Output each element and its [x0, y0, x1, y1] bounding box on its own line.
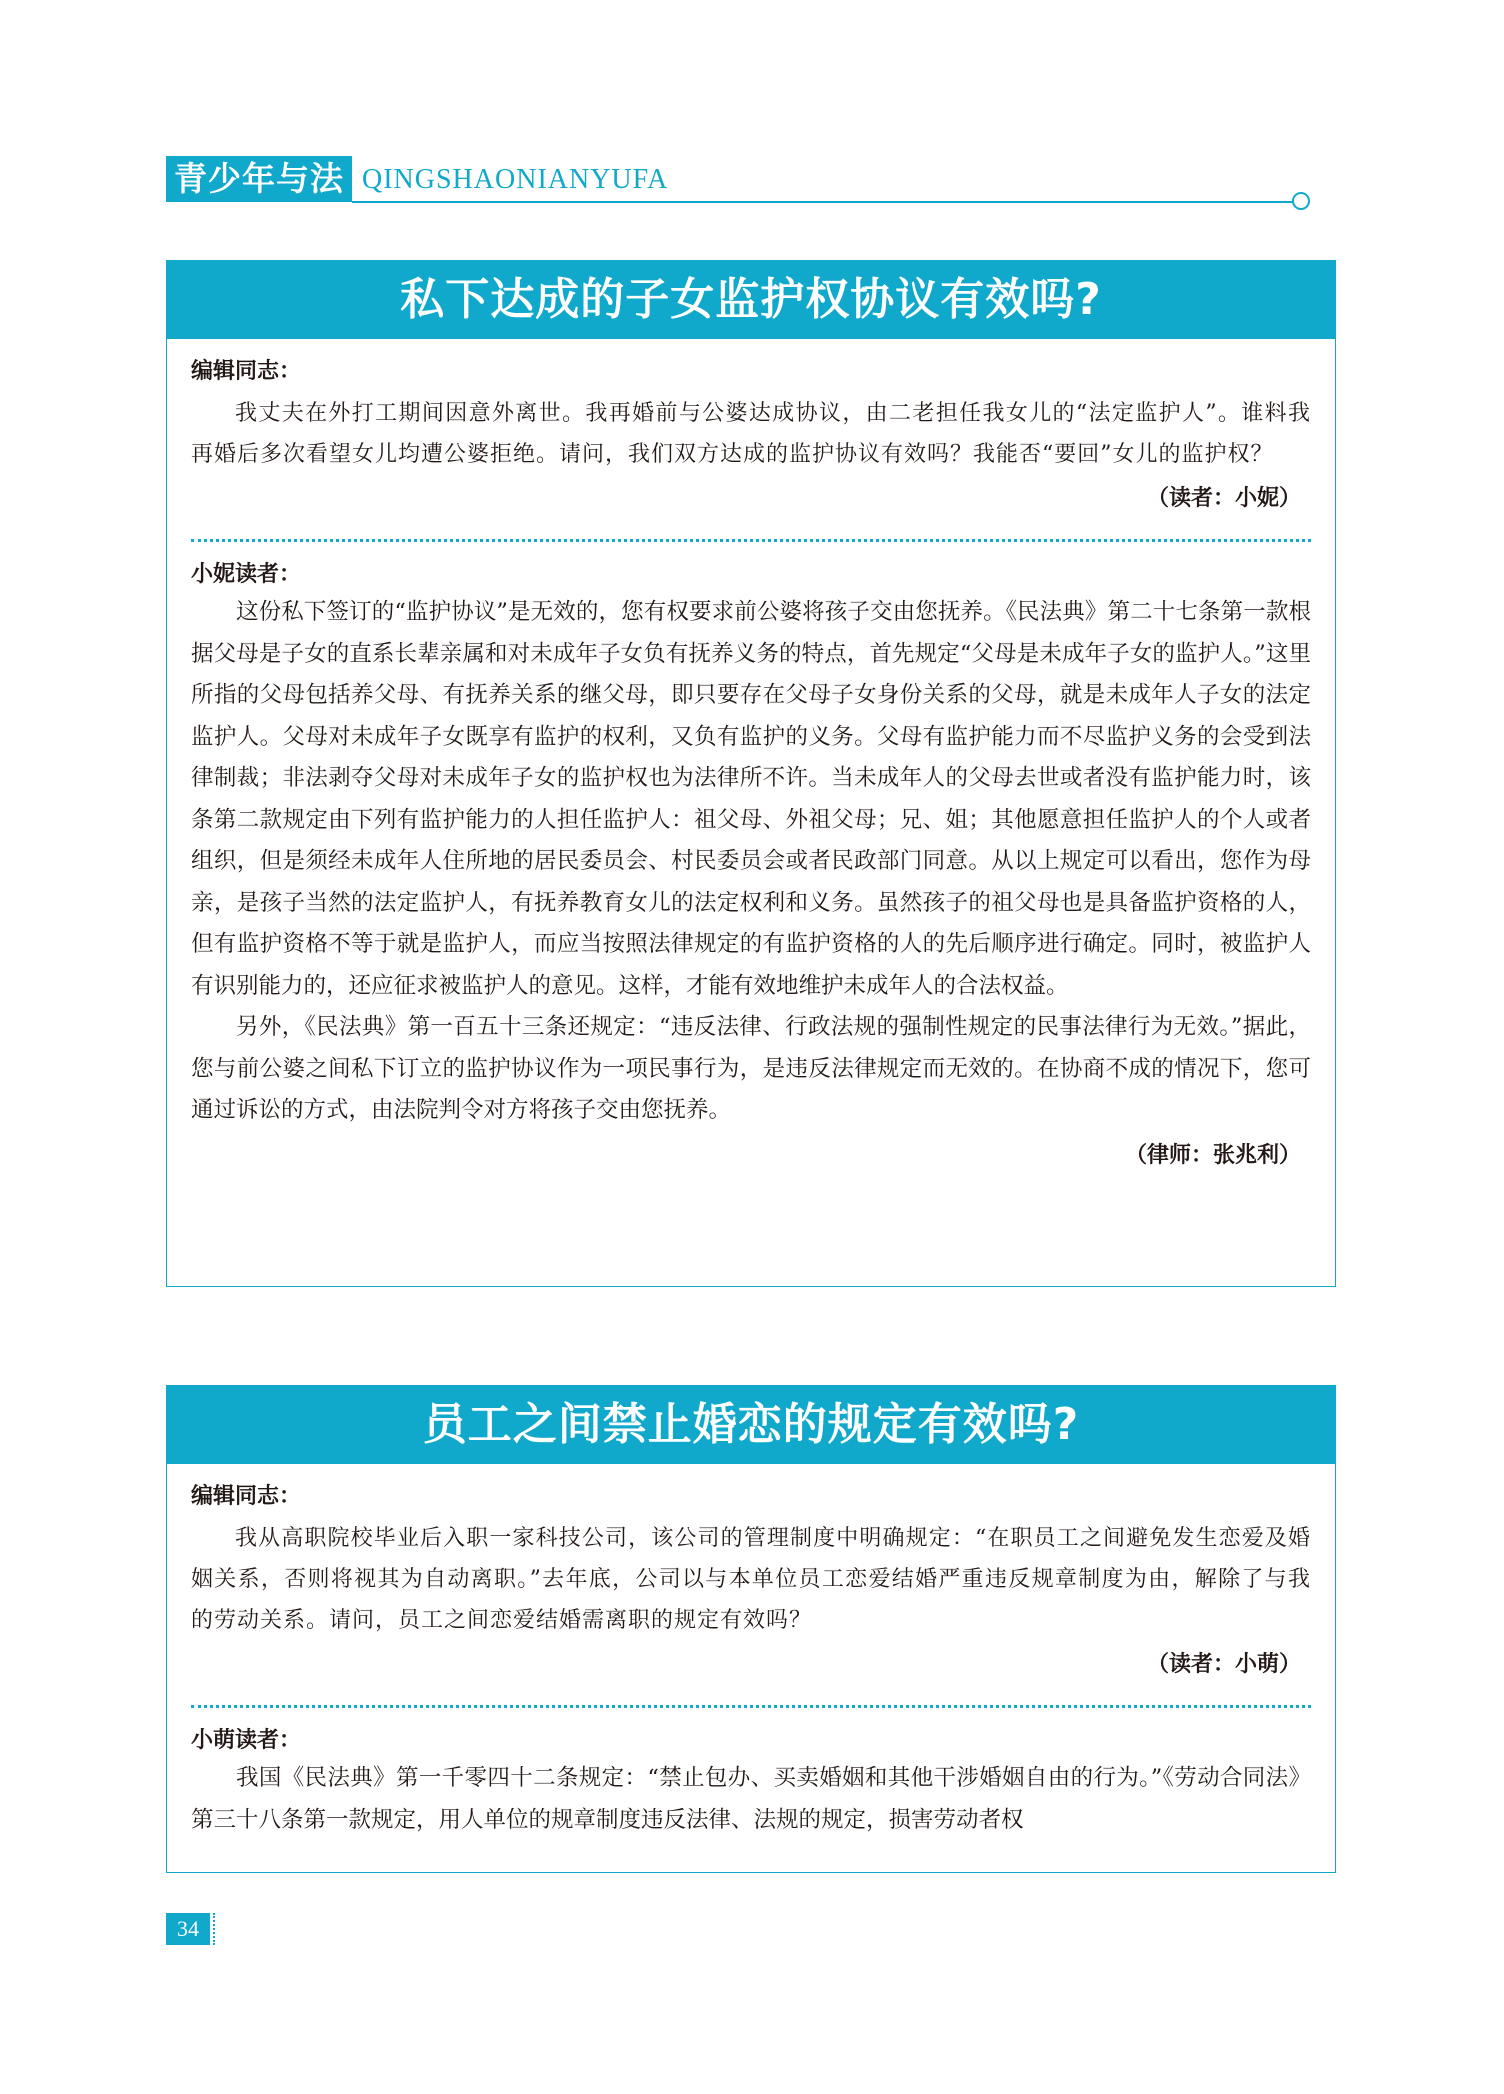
reader-signature: （读者：小萌） — [1146, 1652, 1301, 1677]
reader-signature: （读者：小妮） — [1146, 486, 1301, 511]
lawyer-signature: （律师：张兆利） — [1124, 1142, 1301, 1168]
article-1 — [166, 260, 1336, 1287]
answer-salutation: 小妮读者： — [191, 562, 302, 587]
question-salutation: 编辑同志： — [191, 1484, 302, 1509]
answer-paragraph: 这份私下签订的“监护协议”是无效的，您有权要求前公婆将孩子交由您抚养。《民法典》第二十七条第一款根据父母是子女的直系长辈亲属和对未成年子女负有抚养义务的特点，首先规定“父母是未成年子女的监护人。”这里所指的父母包括养父母、有抚养关系的继父母，即只要存在父母子女身份关系的父母，就是未成年人子女的法定监护人。父母对未成年子女既享有监护的权利，又负有监护的义务。父母有监护能力而不尽监护义务的会受到法律制裁；非法剥夺父母对未成年子女的监护权也为法律所不许。当未成年人的父母去世或者没有监护能力时，该条第二款规定由下列有监护能力的人担任监护人：祖父母、外祖父母；兄、姐；其他愿意担任监护人的个人或者组织，但是须经未成年人住所地的居民委员会、村民委员会或者民政部门同意。从以上规定可以看出，您作为母亲，是孩子当然的法定监护人，有抚养教育女儿的法定权利和义务。虽然孩子的祖父母也是具备监护资格的人，但有监护资格不等于就是监护人，而应当按照法律规定的有监护资格的人的先后顺序进行确定。同时，被监护人有识别能力的，还应征求被监护人的意见。这样，才能有效地维护未成年人的合法权益。 — [191, 599, 1311, 999]
dotted-divider — [191, 1705, 1311, 1708]
header-rule-end-circle — [1292, 192, 1310, 210]
article-2 — [166, 1385, 1336, 1873]
page-number-dots — [213, 1913, 217, 1945]
article-2-title: 员工之间禁止婚恋的规定有效吗? — [167, 1386, 1335, 1464]
page-number: 34 — [166, 1913, 210, 1945]
dotted-divider — [191, 539, 1311, 542]
answer-salutation: 小萌读者： — [191, 1728, 302, 1753]
question-salutation: 编辑同志： — [191, 359, 302, 384]
question-text: 我丈夫在外打工期间因意外离世。我再婚前与公婆达成协议，由二老担任我女儿的“法定监护人”。谁料我再婚后多次看望女儿均遭公婆拒绝。请问，我们双方达成的监护协议有效吗？我能否“要回”女儿的监护权？ — [191, 401, 1311, 467]
header-rule — [352, 201, 1294, 203]
magazine-section-title: 青少年与法 — [166, 156, 352, 202]
magazine-section-pinyin: QINGSHAONIANYUFA — [362, 164, 669, 195]
answer-paragraph: 我国《民法典》第一千零四十二条规定：“禁止包办、买卖婚姻和其他干涉婚姻自由的行为。”《劳动合同法》第三十八条第一款规定，用人单位的规章制度违反法律、法规的规定，损害劳动者权 — [191, 1765, 1311, 1833]
question-text: 我从高职院校毕业后入职一家科技公司，该公司的管理制度中明确规定：“在职员工之间避免发生恋爱及婚姻关系，否则将视其为自动离职。”去年底，公司以与本单位员工恋爱结婚严重违反规章制度为由，解除了与我的劳动关系。请问，员工之间恋爱结婚需离职的规定有效吗？ — [191, 1526, 1311, 1633]
answer-paragraph: 另外，《民法典》第一百五十三条还规定：“违反法律、行政法规的强制性规定的民事法律行为无效。”据此，您与前公婆之间私下订立的监护协议作为一项民事行为，是违反法律规定而无效的。在协商不成的情况下，您可通过诉讼的方式，由法院判令对方将孩子交由您抚养。 — [191, 1014, 1311, 1123]
article-1-title: 私下达成的子女监护权协议有效吗? — [167, 261, 1335, 339]
